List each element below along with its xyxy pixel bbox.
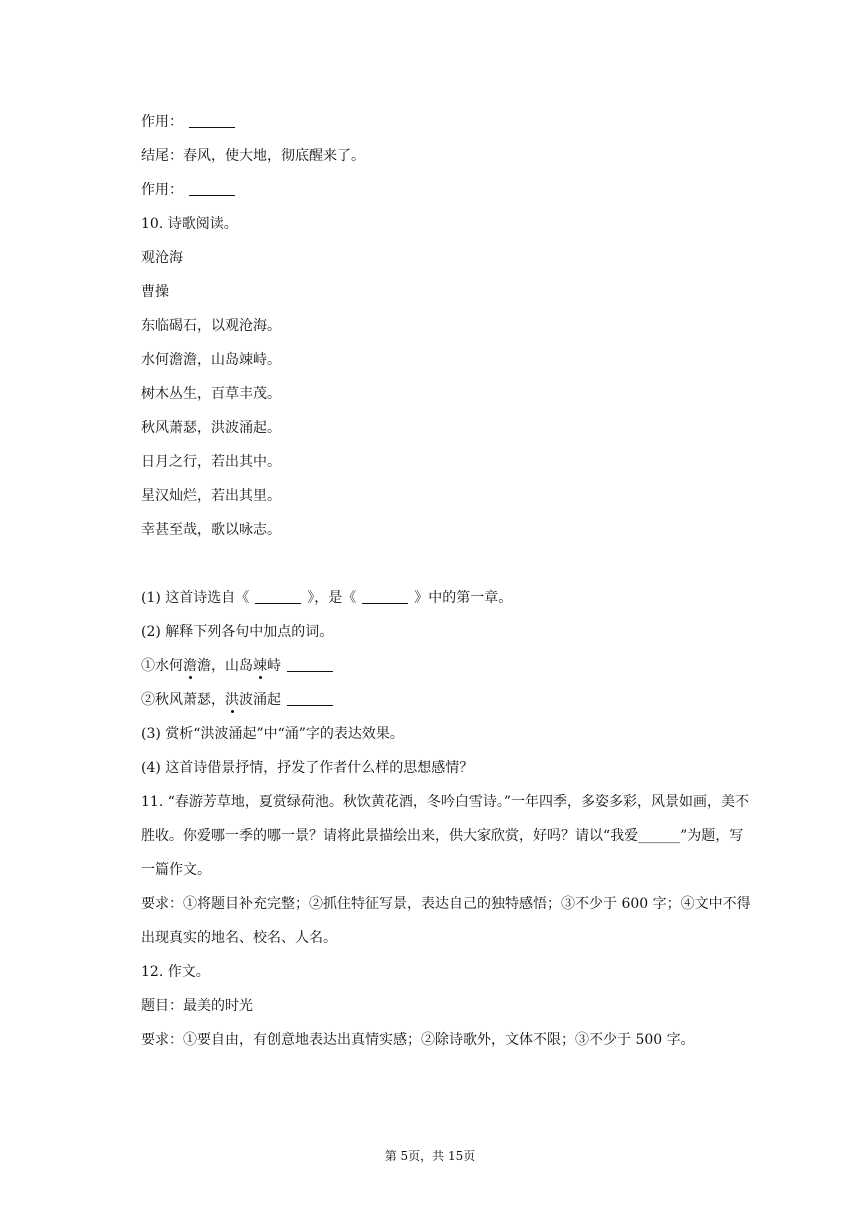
question-11: 11. “春游芳草地，夏赏绿荷池。秋饮黄花酒，冬吟白雪诗。”一年四季，多姿多彩，风景如画，美不胜收。你爱哪一季的哪一景？请将此景描绘出来，供大家欣赏，好吗？请以“我爱______”为题，写一篇作文。: [141, 794, 750, 878]
function-line-2: [141, 180, 761, 200]
question-12: 12. 作文。: [141, 964, 210, 980]
text: ②秋风萧瑟，: [141, 692, 225, 708]
answer-blank[interactable]: [362, 589, 408, 604]
function-line-1: [141, 112, 761, 132]
text: 波涌起: [239, 692, 281, 708]
question-12-title: 题目：最美的时光: [141, 998, 253, 1014]
text: (1) 这首诗选自《: [141, 590, 250, 606]
text: 峙: [267, 658, 281, 674]
poem-line-1: 东临碣石，以观沧海。: [141, 318, 281, 334]
sub-item-2: [141, 690, 761, 710]
answer-blank[interactable]: [287, 691, 333, 706]
text: 澹，山岛竦峙。: [183, 352, 281, 368]
text: ①水何: [141, 658, 183, 674]
question-11-requirements: 要求：①将题目补充完整；②抓住特征写景，表达自己的独特感悟；③不少于 600 字；④文中不得出现真实的地名、校名、人名。: [141, 896, 751, 946]
dotted-char: 澹: [183, 658, 197, 674]
poem-line-6: 星汉灿烂，若出其里。: [141, 488, 281, 504]
poem-author: 曹操: [141, 284, 169, 300]
sub-item-1: [141, 656, 761, 676]
text: 澹: [169, 352, 183, 368]
text: 》，是《: [307, 590, 357, 606]
answer-blank[interactable]: [189, 113, 235, 128]
sub-question-2: (2) 解释下列各句中加点的词。: [141, 624, 334, 640]
poem-line-3: 树木丛生，百草丰茂。: [141, 386, 281, 402]
poem-line-7: 幸甚至哉，歌以咏志。: [141, 522, 281, 538]
poem-line-5: 日月之行，若出其中。: [141, 454, 281, 470]
answer-blank[interactable]: [189, 181, 235, 196]
text: 水何: [141, 352, 169, 368]
answer-blank[interactable]: [255, 589, 301, 604]
dotted-char: 洪: [225, 692, 239, 708]
answer-blank[interactable]: [287, 657, 333, 672]
dotted-char: 竦: [253, 658, 267, 674]
sub-question-3: (3) 赏析“洪波涌起”中“涌”字的表达效果。: [141, 726, 404, 742]
page-footer: 第 5页，共 15页: [384, 1149, 476, 1163]
poem-title: 观沧海: [141, 250, 183, 266]
sub-question-4: (4) 这首诗借景抒情，抒发了作者什么样的思想感情？: [141, 760, 474, 776]
ending-line: 结尾：春风，使大地，彻底醒来了。: [141, 148, 365, 164]
question-12-requirements: 要求：①要自由，有创意地表达出真情实感；②除诗歌外，文体不限；③不少于 500 字。: [141, 1032, 695, 1048]
text: 》中的第一章。: [414, 590, 513, 606]
function-label: 作用：: [141, 114, 183, 130]
function-label: 作用：: [141, 182, 183, 198]
question-10: 10. 诗歌阅读。: [141, 216, 238, 232]
poem-line-2: [141, 350, 761, 370]
sub-question-1: [141, 588, 761, 608]
text: 澹，山岛: [197, 658, 253, 674]
poem-line-4: 秋风萧瑟，洪波涌起。: [141, 420, 281, 436]
